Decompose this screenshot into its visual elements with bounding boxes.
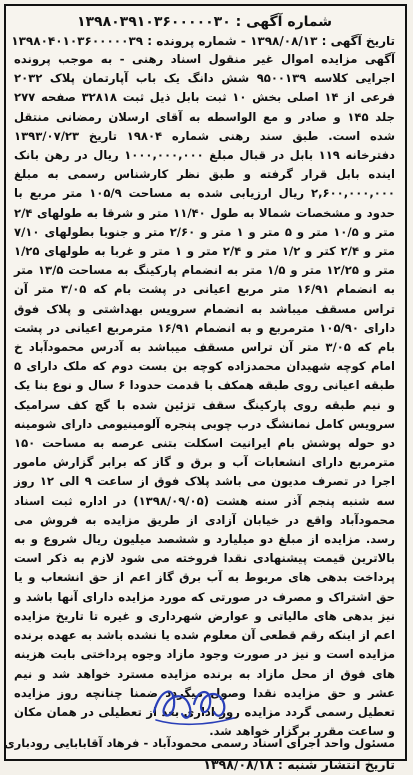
auction-notice (4, 4, 407, 773)
publication-date: تاریخ انتشار شنبه : ۱۳۹۸/۰۸/۱۸ (203, 757, 395, 773)
handwritten-signature (146, 674, 241, 730)
notice-content (6, 6, 405, 775)
responsible-officer: مسئول واحد اجرای اسناد رسمی محمودآباد - فرهاد آقابابایی رودباری (4, 736, 395, 750)
notice-body: آگهی مزایده اموال غیر منقول اسناد رهنی - به موجب پرونده اجرایی کلاسه ۹۵۰۰۱۳۹ شش دانگ یک باب آپارتمان پلاک ۲۰۳۲ فرعی از ۱۴ اصلی بخش ۱۰ ثبت بابل ذیل ثبت ۳۲۸۱۸ صفحه ۲۷۷ جلد ۱۴۵ و صادر و مع الواسطه به آقای ارسلان رمضانی منتقل شده است. طبق سند رهنی شماره ۱۹۸۰۴ تاریخ ۱۳۹۳/۰۷/۲۳ دفترخانه ۱۱۹ بابل در قبال مبلغ ۱۰۰۰,۰۰۰,۰۰۰ ریال در رهن بانک اینده بابل قرار گرفته و طبق نظر کارشناس رسمی به مبلغ ۲,۶۰۰,۰۰۰,۰۰۰ ریال ارزیابی شده به مساحت ۱۰۵/۹ متر مربع با حدود و مشخصات شمالا به طول ۱۱/۴۰ متر و شرقا به طولهای ۲/۴ متر و ۱۰/۵ متر و ۵ متر و ۱ متر و ۲/۶۰ متر و جنوبا بطولهای ۷/۱۰ متر و ۲/۴ کتر و ۱/۲ متر و ۲/۴ متر و ۱ متر و غربا به طولهای ۱/۲۵ متر و ۱۲/۲۵ متر و ۱/۵ متر به انضمام پارکینگ به مساحت ۱۳/۵ متر به انضمام ۱۶/۹۱ متر مربع اعیانی در پشت بام که ۳/۰۵ متر آن تراس مسقف میباشد به انضمام سرویس بهداشتی و پلاک فوق دارای ۱۰۵/۹۰ مترمربع و به انضمام ۱۶/۹۱ مترمربع اعیانی در پشت بام که ۳/۰۵ متر آن تراس مسقف میباشد به آدرس محمودآباد خ امام کوچه شهیدان محمدزاده کوچه بن بست دوم که ملک دارای ۵ طبقه اعیانی روی طبقه همکف با قدمت حدودا ۶ سال و نوع بنا یک و نیم طبقه روی پارکینگ سقف تزئین شده با گچ کف سرامیک سرویس کامل نمانشگ درب چوبی پنجره آلومینیومی دارای شومینه دو حوله پوشش بام ایرانیت اسکلت بتنی عرصه به مساحت ۱۵۰ مترمربع دارای انشعابات آب و برق و گاز که برابر گزارش مامور اجرا در تصرف مدیون می باشد پلاک فوق از ساعت ۹ الی ۱۲ روز سه شنبه پنجم آذر سنه هشت (۱۳۹۸/۰۹/۰۵) در اداره ثبت اسناد محمودآباد واقع در خیابان آزادی از طریق مزایده به فروش می رسد. مزایده از مبلغ دو میلیارد و ششصد میلیون ریال شروع و به بالاترین قیمت پیشنهادی نقدا فروخته می شود لازم به ذکر است پرداخت بدهی های مربوط به آب برق گاز اعم از حق انشعاب و یا حق اشتراک و مصرف در صورتی که مورد مزایده دارای آنها باشد و نیز بدهی های مالیاتی و عوارض شهرداری و غیره تا تاریخ مزایده اعم از اینکه رقم قطعی آن معلوم شده یا نشده باشد به عهده برنده مزایده است و نیز در صورت وجود مازاد وجوه پرداختی بابت هزینه های فوق از محل مازاد به برنده مزایده مسترد خواهد شد و نیم عشر و حق مزایده نقدا وصول میگردد ضمنا چنانچه روز مزایده تعطیل رسمی گردد مزایده روز اداری بعد از تعطیلی در همان مکان و ساعت مقرر برگزار خواهد شد. (14, 52, 396, 739)
notice-number: شماره آگهی : ۱۳۹۸۰۳۹۱۰۳۶۰۰۰۰۰۳۰ (76, 14, 333, 30)
notice-date-and-case-number: تاریخ آگهی : ۱۳۹۸/۰۸/۱۳ - شماره پرونده : ۱۳۹۸۰۴۰۱۰۳۶۰۰۰۰۰۳۹ (11, 34, 395, 48)
